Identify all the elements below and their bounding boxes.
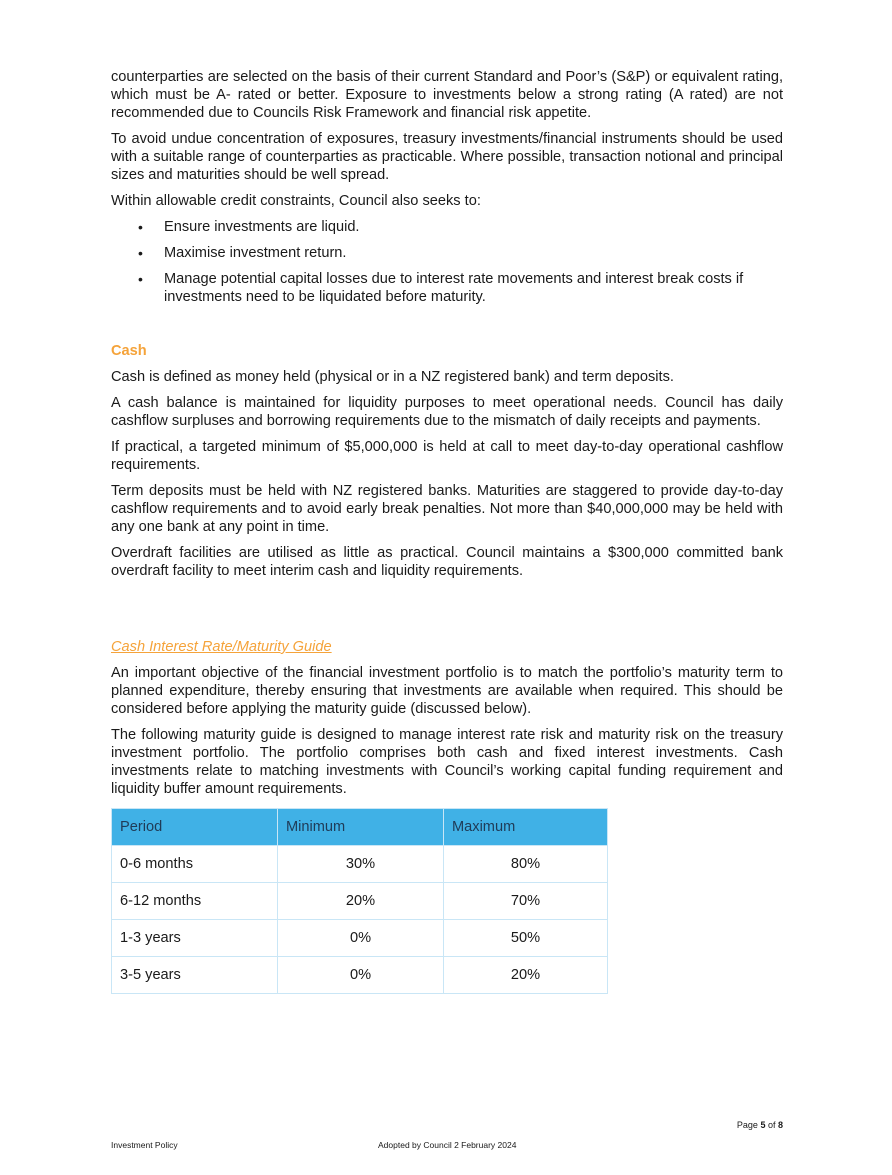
cash-paragraph-4: Term deposits must be held with NZ registered banks. Maturities are staggered to provide day-to-day cashflow requirements and to avoid early break penalties. Not more than $40,000,000 may be held with any one bank at any point in time. — [111, 483, 783, 535]
period-cell: 0-6 months — [112, 846, 278, 883]
table-header-row — [112, 809, 608, 846]
minimum-cell: 20% — [278, 883, 444, 920]
footer-document-title: Investment Policy — [111, 1140, 178, 1150]
period-cell: 1-3 years — [112, 920, 278, 957]
maturity-guide-heading: Cash Interest Rate/Maturity Guide — [111, 639, 332, 655]
list-item-text: Manage potential capital losses due to interest rate movements and interest break costs if investments need to be liquidated before maturity. — [164, 271, 744, 305]
minimum-cell: 0% — [278, 957, 444, 994]
table-row — [112, 920, 608, 957]
column-header-minimum: Minimum — [278, 809, 444, 846]
minimum-cell: 30% — [278, 846, 444, 883]
minimum-cell: 0% — [278, 920, 444, 957]
maturity-guide-table — [111, 808, 608, 994]
table-row — [112, 846, 608, 883]
document-body — [111, 68, 783, 994]
period-cell: 6-12 months — [112, 883, 278, 920]
list-item — [111, 218, 783, 236]
maximum-cell: 70% — [444, 883, 608, 920]
table-row — [112, 883, 608, 920]
list-item — [111, 270, 783, 306]
cash-paragraph-3: If practical, a targeted minimum of $5,000,000 is held at call to meet day-to-day operational cashflow requirements. — [111, 439, 783, 473]
bullet-icon: • — [138, 219, 143, 235]
intro-paragraph-2: To avoid undue concentration of exposures, treasury investments/financial instruments should be used with a suitable range of counterparties as practicable. Where possible, transaction notional and principal sizes and maturities should be well spread. — [111, 131, 783, 183]
cash-paragraph-5: Overdraft facilities are utilised as little as practical. Council maintains a $300,000 committed bank overdraft facility to meet interim cash and liquidity requirements. — [111, 545, 783, 579]
objectives-list — [111, 218, 783, 306]
cash-paragraph-2: A cash balance is maintained for liquidity purposes to meet operational needs. Council has daily cashflow surpluses and borrowing requirements due to the mismatch of daily receipts and payments. — [111, 395, 783, 429]
intro-paragraph-3: Within allowable credit constraints, Council also seeks to: — [111, 193, 481, 209]
maximum-cell: 80% — [444, 846, 608, 883]
list-item-text: Maximise investment return. — [164, 245, 347, 261]
intro-paragraph-1: counterparties are selected on the basis of their current Standard and Poor’s (S&P) or equivalent rating, which must be A- rated or better. Exposure to investments below a strong rating (A rated) are not recommended due to Councils Risk Framework and financial risk appetite. — [111, 69, 783, 121]
bullet-icon: • — [138, 271, 143, 287]
list-item — [111, 244, 783, 262]
table-row — [112, 957, 608, 994]
maximum-cell: 50% — [444, 920, 608, 957]
guide-paragraph-1: An important objective of the financial investment portfolio is to match the portfolio’s maturity term to planned expenditure, thereby ensuring that investments are available when required. This should be considered before applying the maturity guide (discussed below). — [111, 665, 783, 717]
column-header-maximum: Maximum — [444, 809, 608, 846]
footer-adoption-date: Adopted by Council 2 February 2024 — [378, 1140, 517, 1150]
guide-paragraph-2: The following maturity guide is designed to manage interest rate risk and maturity risk on the treasury investment portfolio. The portfolio comprises both cash and fixed interest investments. Cash investments relate to matching investments with Council’s working capital funding requirement and liquidity buffer amount requirements. — [111, 727, 783, 797]
bullet-icon: • — [138, 245, 143, 261]
cash-paragraph-1: Cash is defined as money held (physical or in a NZ registered bank) and term deposits. — [111, 369, 674, 385]
page-number: Page 5 of 8 — [736, 1120, 783, 1130]
cash-heading: Cash — [111, 343, 147, 359]
list-item-text: Ensure investments are liquid. — [164, 219, 360, 235]
period-cell: 3-5 years — [112, 957, 278, 994]
maximum-cell: 20% — [444, 957, 608, 994]
column-header-period: Period — [112, 809, 278, 846]
